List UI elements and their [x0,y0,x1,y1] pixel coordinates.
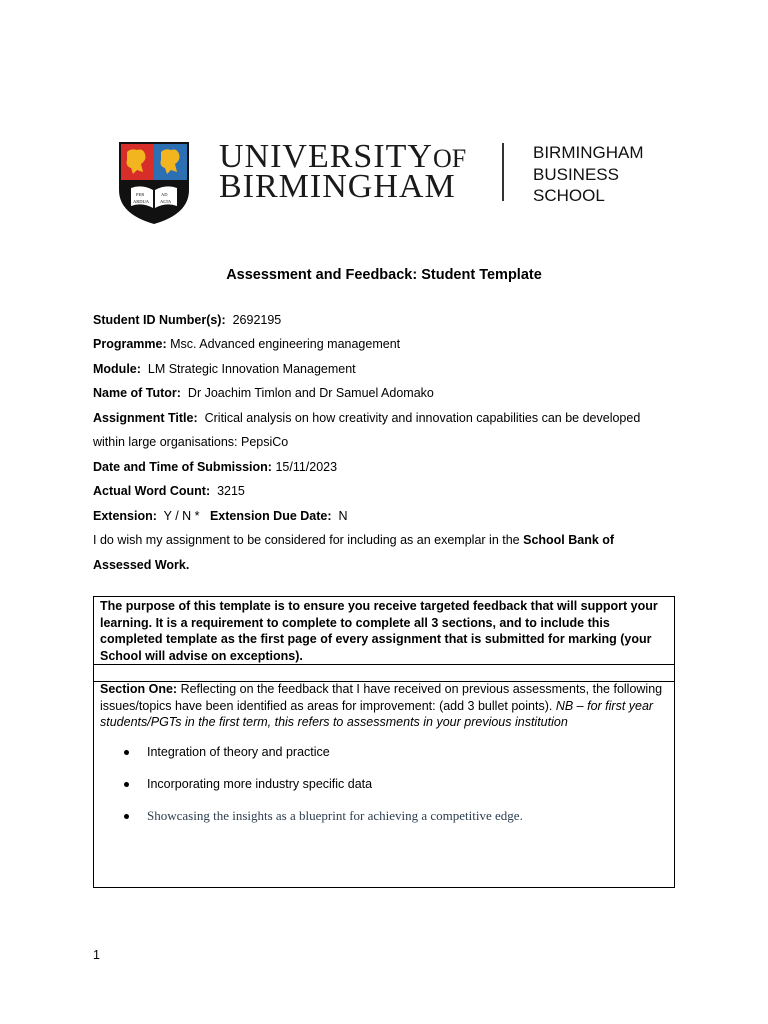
wordmark-university: UNIVERSITY [219,138,433,175]
student-id-field [93,312,281,328]
module-field [93,361,356,377]
feedback-section-box [93,596,675,888]
crest-book-text-4: ALTA [160,199,172,204]
university-wordmark [219,140,481,206]
extension-due-label: Extension Due Date: [209,509,332,523]
improvement-bullet-list [116,744,523,840]
purpose-statement: The purpose of this template is to ensure you receive targeted feedback that will support your learning. It is a requirement to complete to complete all 3 sections, and to include this completed template as the first page of every assignment that is submitted for marking (your School will advise on exceptions). [100,599,658,663]
school-line-3: SCHOOL [533,186,605,205]
bullet-item-1: Integration of theory and practice [116,744,523,776]
extension-label: Extension: [93,509,157,523]
module-label: Module: [93,362,141,376]
submission-date-label: Date and Time of Submission: [93,460,272,474]
exemplar-bold-2: Assessed Work. [93,558,190,572]
assignment-title-value-line1: Critical analysis on how creativity and innovation capabilities can be developed [204,411,641,425]
section-one-body: Reflecting on the feedback that I have received on previous assessments, the following issues/topics have been identified as areas for improvement: (add 3 bullet points). [100,682,663,713]
tutor-value: Dr Joachim Timlon and Dr Samuel Adomako [187,386,434,400]
module-value: LM Strategic Innovation Management [147,362,356,376]
box-divider-1 [94,664,674,665]
exemplar-statement-line1 [93,532,614,548]
wordmark-birmingham: BIRMINGHAM [219,168,456,205]
extension-value: Y / N * [163,509,200,523]
bullet-item-3: Showcasing the insights as a blueprint for achieving a competitive edge. [116,808,523,840]
exemplar-statement-line2 [93,557,189,573]
crest-book-text-2: ARDUA [133,199,150,204]
exemplar-text: I do wish my assignment to be considered for including as an exemplar in the [93,533,520,547]
submission-date-field [93,459,337,475]
page-number: 1 [93,948,100,962]
extension-due-value: N [338,509,348,523]
bullet-item-2: Incorporating more industry specific data [116,776,523,808]
university-logo [117,140,657,226]
wordmark-of: OF [432,144,467,173]
programme-value: Msc. Advanced engineering management [170,337,401,351]
section-one-note: NB – for first year students/PGTs in the first term, this refers to assessments in your previous institution [100,698,654,729]
tutor-field [93,385,434,401]
document-title: Assessment and Feedback: Student Template [226,267,542,283]
word-count-field [93,483,245,499]
exemplar-bold-1: School Bank of [523,533,615,547]
student-id-label: Student ID Number(s): [93,313,226,327]
crest-book-text-1: PER [136,192,145,197]
programme-label: Programme: [93,337,167,351]
extension-field [93,508,348,524]
assignment-title-field [93,410,640,426]
logo-divider [502,143,504,201]
word-count-label: Actual Word Count: [93,484,211,498]
tutor-label: Name of Tutor: [93,386,181,400]
section-one-label: Section One: [100,682,178,696]
student-id-value: 2692195 [232,313,282,327]
word-count-value: 3215 [217,484,245,498]
school-line-1: BIRMINGHAM [533,143,644,162]
submission-date-value: 15/11/2023 [275,460,338,474]
programme-field [93,336,400,352]
crest-book-text-3: AD [161,192,168,197]
assignment-title-label: Assignment Title: [93,411,198,425]
university-crest-icon [117,140,191,226]
assignment-title-line2: within large organisations: PepsiCo [93,435,289,449]
section-one-text [100,681,670,731]
school-line-2: BUSINESS [533,164,619,184]
business-school-name [533,142,644,207]
